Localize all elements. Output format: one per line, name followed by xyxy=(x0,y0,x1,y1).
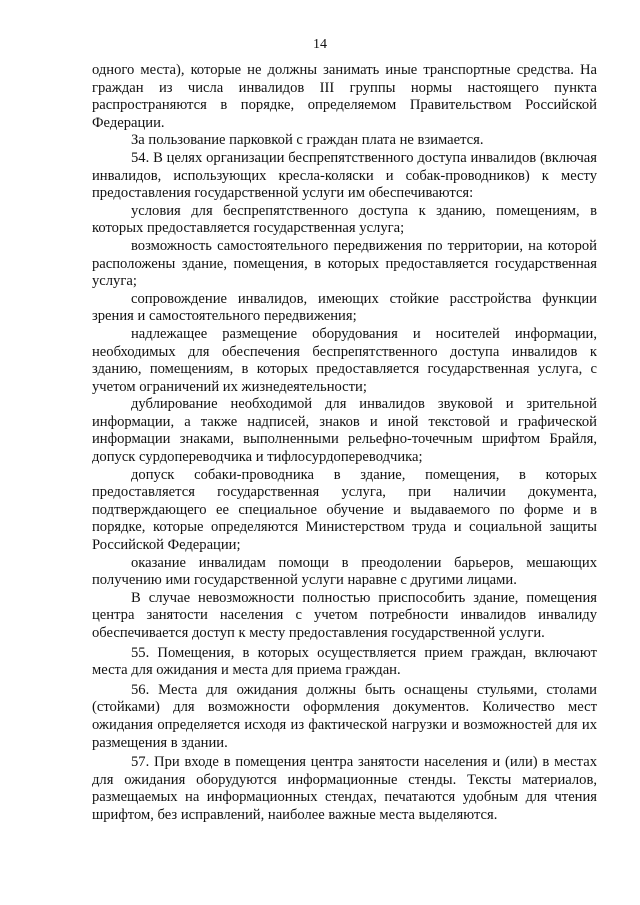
paragraph-57: 57. При входе в помещения центра занятости населения и (или) в местах для ожидания оборудуются информационные стенды. Тексты материалов, размещаемых на информационных стендах, печатаются удобным для чтения шрифтом, без исправлений, наиболее важные места выделяются. xyxy=(92,754,597,823)
paragraph-parking-free: За пользование парковкой с граждан плата не взимается. xyxy=(131,132,484,149)
page-number: 14 xyxy=(313,37,327,52)
paragraph-54-guide-dog: допуск собаки-проводника в здание, помещения, в которых предоставляется государственная услуга, при наличии документа, подтверждающего ее специальное обучение и выдаваемого по форме и в порядке, которые определяются Министерством труда и социальной защиты Российской Федерации; xyxy=(92,466,597,554)
paragraph-56: 56. Места для ожидания должны быть оснащены стульями, столами (стойками) для возможности оформления документов. Количество мест ожидания определяется исходя из фактической нагрузки и возможностей для их размещения в здании. xyxy=(92,681,597,751)
paragraph-54-alternative-access: В случае невозможности полностью приспособить здание, помещения центра занятости населения с учетом потребности инвалидов инвалиду обеспечивается доступ к месту предоставления государственной услуги. xyxy=(92,589,597,641)
page-body xyxy=(92,62,597,825)
paragraph-54-assistance: оказание инвалидам помощи в преодолении барьеров, мешающих получению ими государственной услуги наравне с другими лицами. xyxy=(92,554,597,589)
paragraph-54-access-conditions: условия для беспрепятственного доступа к зданию, помещениям, в которых предоставляется государственная услуга; xyxy=(92,202,597,237)
paragraph-54-intro: 54. В целях организации беспрепятственного доступа инвалидов (включая инвалидов, использующих кресла-коляски и собак-проводников) к месту предоставления государственной услуги им обеспечиваются: xyxy=(92,149,597,202)
paragraph-54-braille: дублирование необходимой для инвалидов звуковой и зрительной информации, а также надписей, знаков и иной текстовой и графической информации знаками, выполненными рельефно-точечным шрифтом Брайля, допуск сурдопереводчика и тифлосурдопереводчика; xyxy=(92,396,597,466)
paragraph-parking-continuation: одного места), которые не должны занимать иные транспортные средства. На граждан из числа инвалидов III группы нормы настоящего пункта распространяются в порядке, определяемом Правительством Российской Федерации. xyxy=(92,62,597,131)
paragraph-55: 55. Помещения, в которых осуществляется прием граждан, включают места для ожидания и места для приема граждан. xyxy=(92,644,597,679)
paragraph-54-equipment: надлежащее размещение оборудования и носителей информации, необходимых для обеспечения беспрепятственного доступа инвалидов к зданию, помещениям, в которых предоставляется государственная услуга, с учетом ограничений их жизнедеятельности; xyxy=(92,325,597,395)
paragraph-54-accompaniment: сопровождение инвалидов, имеющих стойкие расстройства функции зрения и самостоятельного передвижения; xyxy=(92,290,597,325)
paragraph-54-movement: возможность самостоятельного передвижения по территории, на которой расположены здание, помещения, в которых предоставляется государственная услуга; xyxy=(92,237,597,290)
